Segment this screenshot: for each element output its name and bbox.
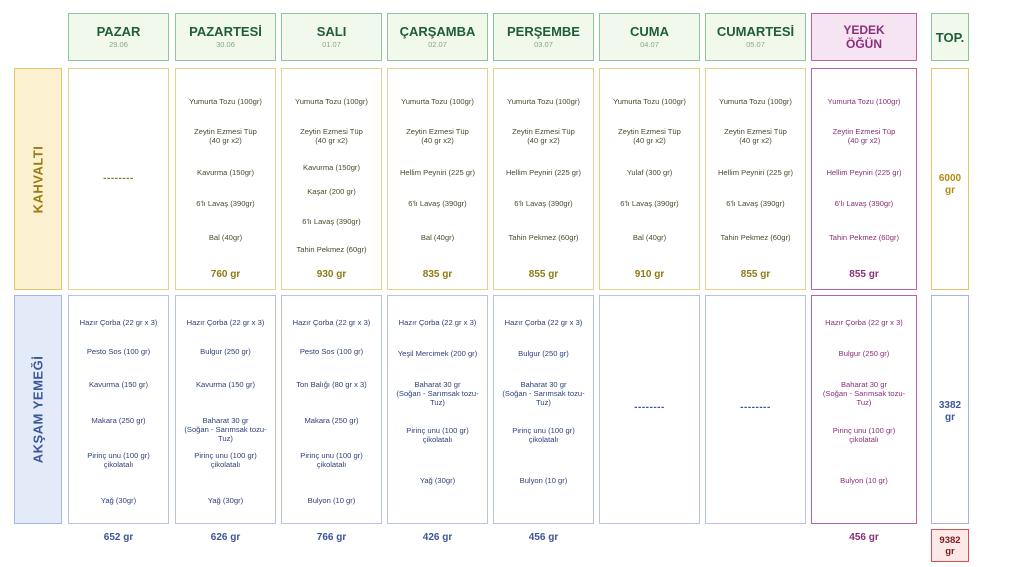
menu-item: Bulyon (10 gr) [519,476,568,485]
kahvalti-cell [811,68,917,290]
menu-item: Zeytin Ezmesi Tüp (40 gr x2) [406,127,469,145]
menu-item: Hazır Çorba (22 gr x 3) [504,318,583,327]
menu-item: Bal (40gr) [420,233,455,242]
header-carsamba [387,13,488,61]
header-yedek-ogun [811,13,917,61]
kahvalti-day-total: 930 gr [316,269,347,280]
row-label-text: AKŞAM YEMEĞİ [30,355,46,464]
menu-item: 6'lı Lavaş (390gr) [196,199,255,208]
empty-dash: -------- [103,173,134,184]
menu-item: Pirinç unu (100 gr) çikolatalı [406,426,469,444]
kahvalti-cell [175,68,276,290]
aksam-day-total: 652 gr [103,532,134,543]
menu-item: 6'lı Lavaş (390gr) [408,199,467,208]
aksam-grand-total: 3382 gr [938,400,962,423]
header-pazar [68,13,169,61]
kahvalti-cell [68,68,169,290]
header-day-name: YEDEK ÖĞÜN [843,23,885,51]
aksam-cell [387,295,488,524]
menu-item: Yumurta Tozu (100gr) [401,97,474,106]
aksam-day-total: 456 gr [528,532,559,543]
menu-item: Pesto Sos (100 gr) [299,347,364,356]
aksam-day-total: 456 gr [849,532,879,543]
header-day-name: PERŞEMBE [507,24,580,39]
menu-item: Baharat 30 gr (Soğan - Sarımsak tozu- Tuz) [184,416,267,443]
aksam-day-total: 766 gr [316,532,347,543]
menu-item: Tahin Pekmez (60gr) [508,233,579,242]
kahvalti-grand-total: 6000 gr [938,173,962,196]
menu-item: Bulyon (10 gr) [307,496,356,505]
menu-item: Zeytin Ezmesi Tüp (40 gr x2) [512,127,575,145]
header-day-name: CUMA [630,24,669,39]
menu-item: Tahin Pekmez (60gr) [720,233,791,242]
menu-item: Bal (40gr) [632,233,667,242]
kahvalti-day-total: 855 gr [849,269,879,280]
header-day-name: SALI [316,24,347,39]
menu-item: Yumurta Tozu (100gr) [295,97,368,106]
row-label-kahvalti [14,68,62,290]
kahvalti-cell [281,68,382,290]
menu-item: Tahin Pekmez (60gr) [296,245,367,254]
aksam-cell [493,295,594,524]
kahvalti-day-total: 910 gr [634,269,665,280]
menu-item: Baharat 30 gr (Soğan - Sarımsak tozu- Tuz) [502,380,585,407]
menu-item: Kavurma (150 gr) [88,380,149,389]
aksam-cell [705,295,806,524]
menu-item: Zeytin Ezmesi Tüp (40 gr x2) [724,127,787,145]
kahvalti-cell [599,68,700,290]
row-label-text: KAHVALTI [30,145,46,213]
menu-item: Hazır Çorba (22 gr x 3) [398,318,477,327]
aksam-cell [175,295,276,524]
menu-item: Pirinç unu (100 gr) çikolatalı [194,451,257,469]
header-day-name: CUMARTESİ [716,24,795,39]
menu-item: Bulgur (250 gr) [838,349,890,358]
menu-item: Bulyon (10 gr) [840,476,888,485]
kahvalti-cell [493,68,594,290]
menu-item: Hazır Çorba (22 gr x 3) [186,318,265,327]
menu-item: Hellim Peyniri (225 gr) [399,168,476,177]
menu-item: Yumurta Tozu (100gr) [189,97,262,106]
aksam-grand-total-cell [931,295,969,524]
menu-item: Ton Balığı (80 gr x 3) [296,380,367,389]
empty-dash: -------- [634,402,665,413]
menu-item: Yumurta Tozu (100gr) [507,97,580,106]
menu-item: Bal (40gr) [208,233,243,242]
kahvalti-day-total: 855 gr [528,269,559,280]
menu-item: 6'lı Lavaş (390gr) [302,217,361,226]
menu-item: Makara (250 gr) [91,416,146,425]
menu-item: Yumurta Tozu (100gr) [613,97,686,106]
header-day-name: ÇARŞAMBA [399,24,476,39]
menu-item: Tahin Pekmez (60gr) [828,233,900,242]
menu-item: Yağ (30gr) [419,476,456,485]
menu-item: 6'lı Lavaş (390gr) [726,199,785,208]
kahvalti-cell [387,68,488,290]
menu-item: Hellim Peyniri (225 gr) [717,168,794,177]
header-pazartesi [175,13,276,61]
header-day-date: 30.06 [216,40,235,49]
kahvalti-day-total: 760 gr [210,269,241,280]
aksam-cell [599,295,700,524]
menu-item: Kaşar (200 gr) [307,187,356,196]
header-cuma [599,13,700,61]
menu-item: Baharat 30 gr (Soğan - Sarımsak tozu- Tuz) [822,380,906,407]
menu-item: 6'lı Lavaş (390gr) [620,199,679,208]
header-day-date: 03.07 [534,40,553,49]
menu-item: Pirinç unu (100 gr) çikolatalı [512,426,575,444]
kahvalti-day-total: 855 gr [740,269,771,280]
menu-item: Baharat 30 gr (Soğan - Sarımsak tozu- Tuz) [396,380,479,407]
header-toplam [931,13,969,61]
menu-item: Bulgur (250 gr) [200,347,251,356]
menu-item: Pesto Sos (100 gr) [86,347,151,356]
menu-item: Zeytin Ezmesi Tüp (40 gr x2) [832,127,896,145]
menu-item: Hellim Peyniri (225 gr) [826,168,902,177]
menu-item: Zeytin Ezmesi Tüp (40 gr x2) [194,127,257,145]
overall-grand-total-cell [931,529,969,562]
menu-item: Pirinç unu (100 gr) çikolatalı [300,451,363,469]
aksam-day-total: 626 gr [210,532,241,543]
header-day-date: 02.07 [428,40,447,49]
menu-item: Yağ (30gr) [207,496,244,505]
aksam-cell [811,295,917,524]
menu-item: Zeytin Ezmesi Tüp (40 gr x2) [300,127,363,145]
header-day-date: 04.07 [640,40,659,49]
aksam-cell [68,295,169,524]
menu-item: Bulgur (250 gr) [518,349,569,358]
header-day-name: PAZAR [96,24,141,39]
menu-item: Yumurta Tozu (100gr) [827,97,901,106]
menu-item: Pirinç unu (100 gr) çikolatalı [87,451,150,469]
menu-item: 6'lı Lavaş (390gr) [834,199,894,208]
menu-item: Hazır Çorba (22 gr x 3) [825,318,903,327]
menu-item: Yağ (30gr) [100,496,137,505]
row-label-aksam-yemegi [14,295,62,524]
kahvalti-grand-total-cell [931,68,969,290]
menu-item: Makara (250 gr) [304,416,359,425]
aksam-cell [281,295,382,524]
menu-item: Hazır Çorba (22 gr x 3) [79,318,158,327]
kahvalti-cell [705,68,806,290]
aksam-day-total: 426 gr [422,532,453,543]
header-sali [281,13,382,61]
menu-item: 6'lı Lavaş (390gr) [514,199,573,208]
kahvalti-day-total: 835 gr [422,269,453,280]
empty-dash: -------- [740,402,771,413]
header-persembe [493,13,594,61]
header-day-date: 01.07 [322,40,341,49]
menu-item: Yumurta Tozu (100gr) [719,97,792,106]
menu-item: Hellim Peyniri (225 gr) [505,168,582,177]
menu-item: Kavurma (150gr) [303,163,360,172]
menu-item: Pirinç unu (100 gr) çikolatalı [832,426,896,444]
header-day-date: 05.07 [746,40,765,49]
header-day-name: PAZARTESİ [189,24,262,39]
menu-item: Zeytin Ezmesi Tüp (40 gr x2) [618,127,681,145]
header-day-name: TOP. [935,29,965,45]
menu-item: Kavurma (150gr) [197,168,254,177]
overall-grand-total: 9382 gr [939,534,961,557]
header-cumartesi [705,13,806,61]
menu-item: Yeşil Mercimek (200 gr) [397,349,478,358]
header-day-date: 29.06 [109,40,128,49]
menu-item: Hazır Çorba (22 gr x 3) [292,318,371,327]
menu-item: Yulaf (300 gr) [626,168,673,177]
menu-item: Kavurma (150 gr) [195,380,256,389]
